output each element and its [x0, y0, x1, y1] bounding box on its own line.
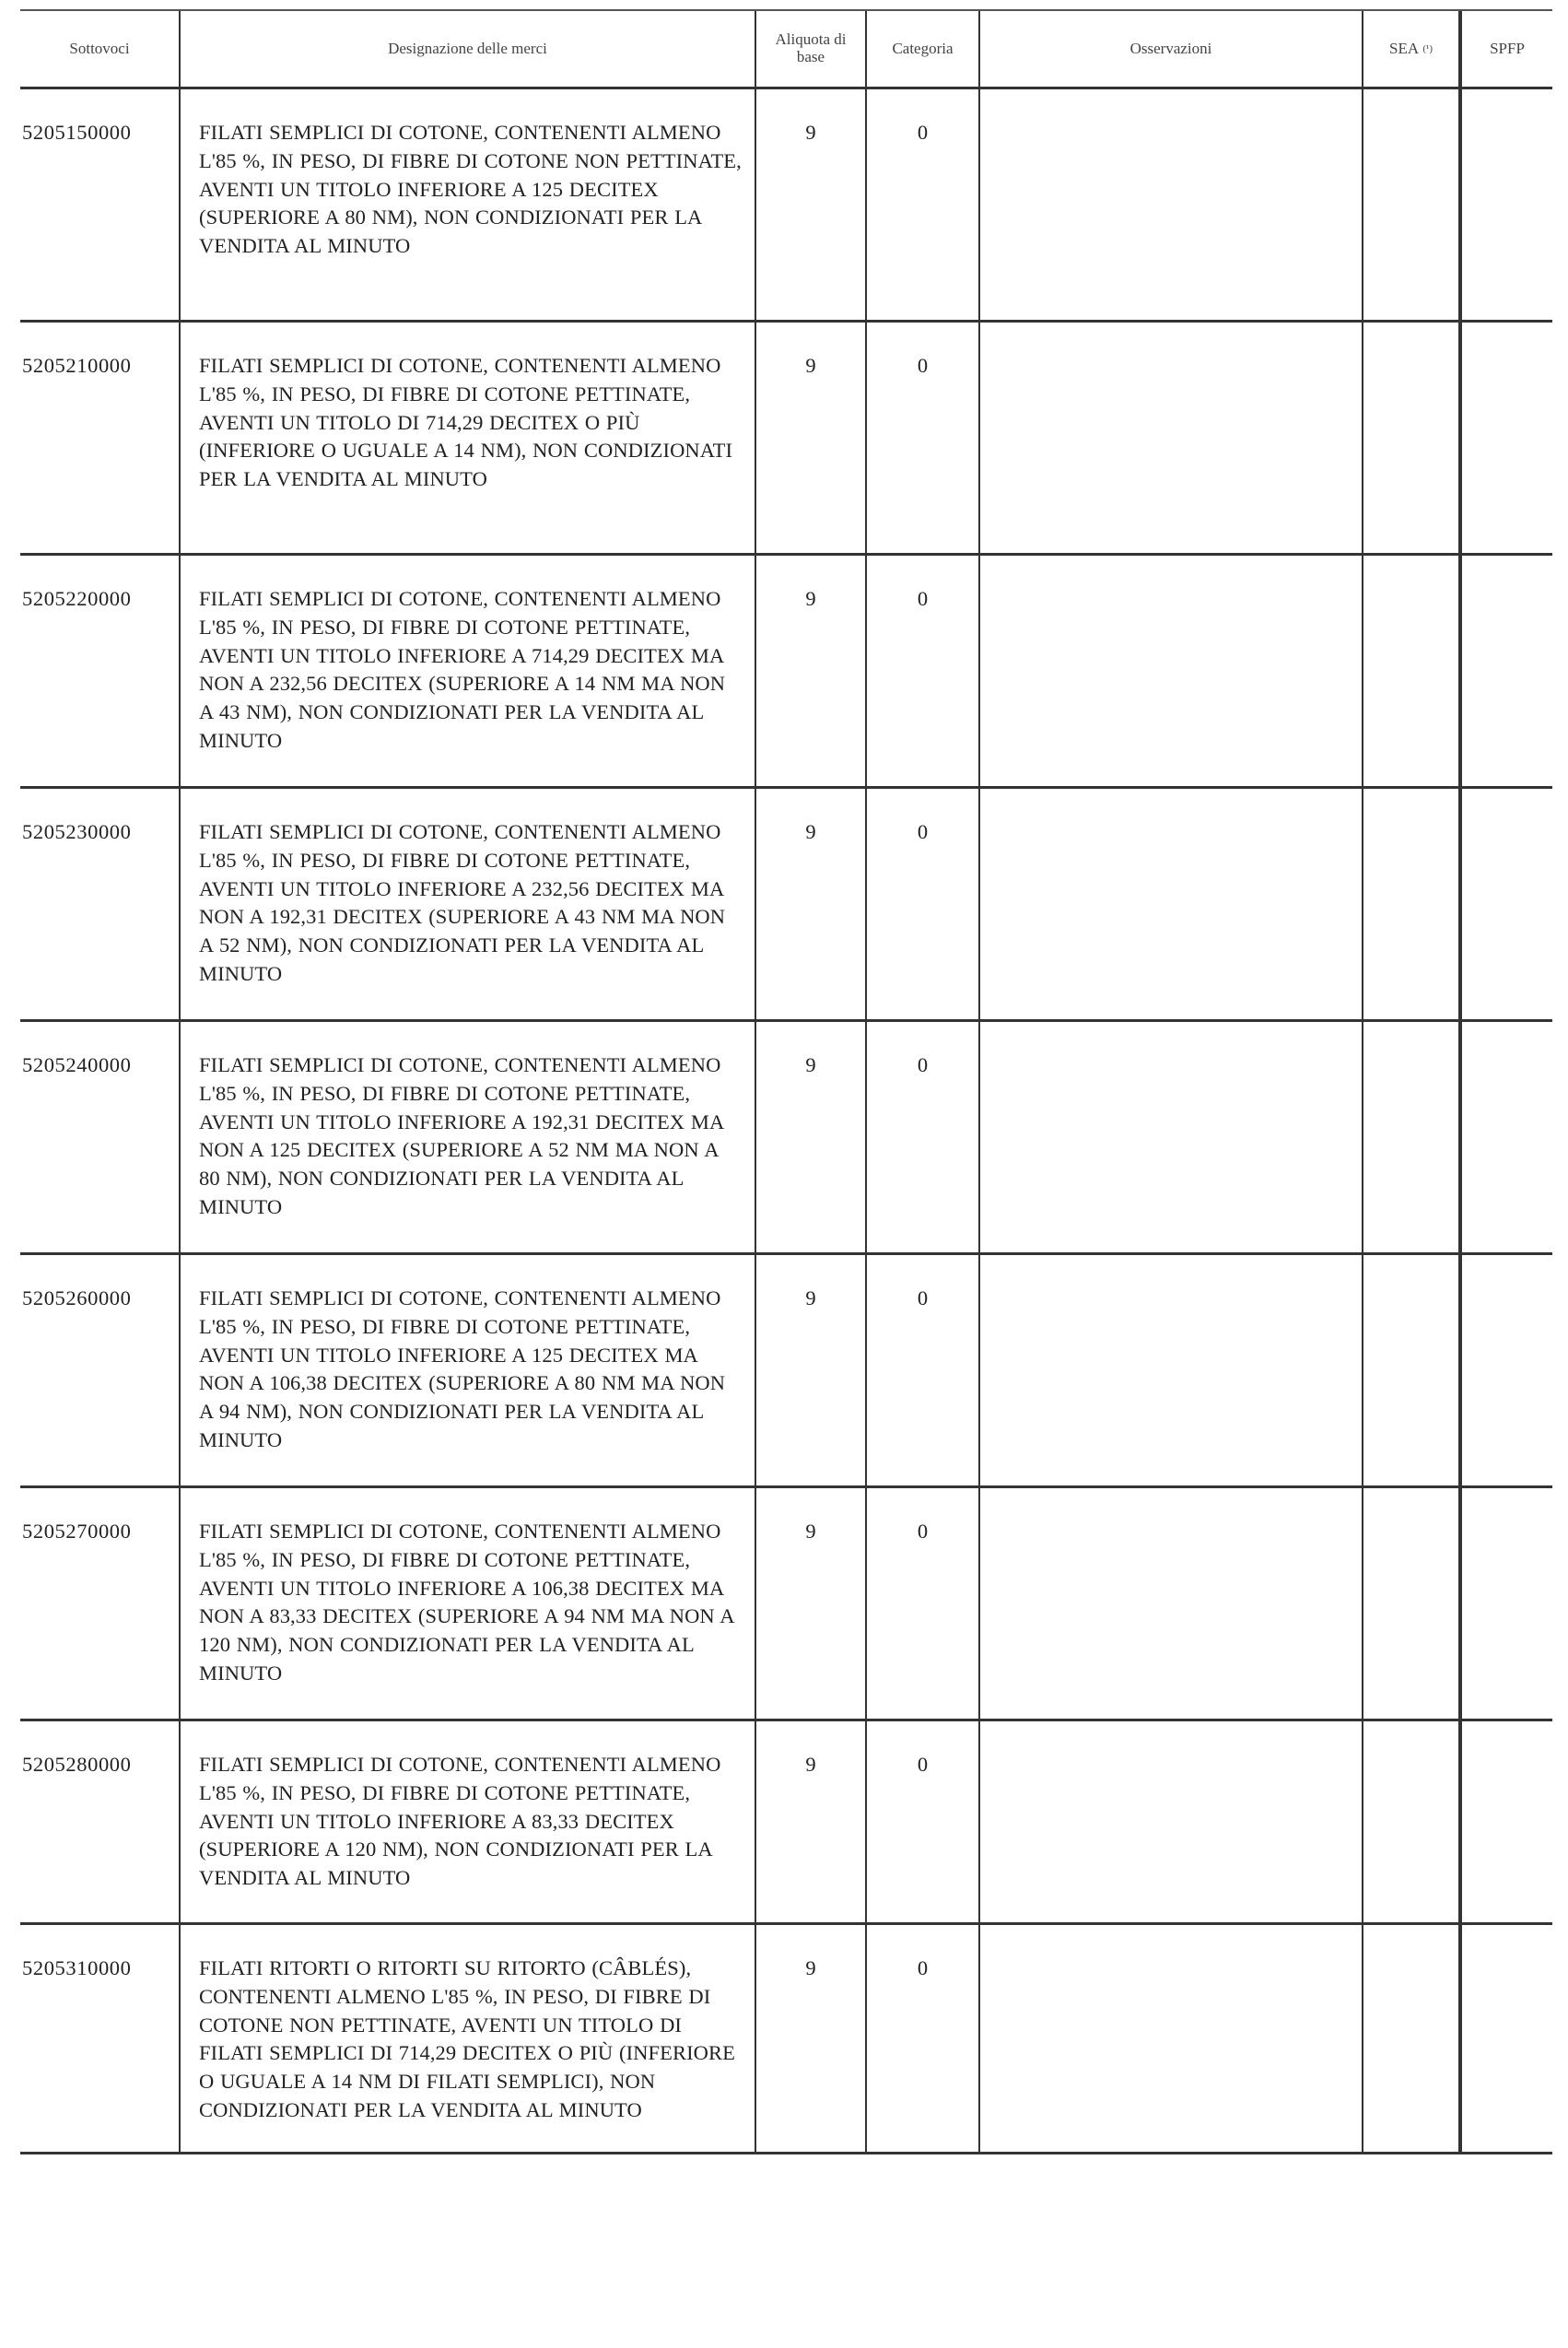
row-code: 5205280000 [22, 1753, 132, 1776]
header-description: Designazione delle merci [179, 11, 755, 87]
row-base-rate: 9 [755, 1721, 865, 1922]
row-description: FILATI SEMPLICI DI COTONE, CONTENENTI ALMENO L'85 %, IN PESO, DI FIBRE DI COTONE PETTINATE, AVENTI UN TITOLO INFERIORE A 125 DECITEX MA NON A 106,38 DECITEX (SUPERIORE A 80 NM MA NON A 94 NM), NON CONDIZIONATI PER LA VENDITA AL MINUTO [179, 1255, 755, 1485]
row-code: 5205230000 [22, 820, 132, 843]
row-spfp [1458, 1022, 1552, 1252]
row-base-rate: 9 [755, 323, 865, 553]
row-description: FILATI SEMPLICI DI COTONE, CONTENENTI ALMENO L'85 %, IN PESO, DI FIBRE DI COTONE NON PETTINATE, AVENTI UN TITOLO INFERIORE A 125 DECITEX (SUPERIORE A 80 NM), NON CONDIZIONATI PER LA VENDITA AL MINUTO [179, 89, 755, 320]
header-category: Categoria [865, 11, 978, 87]
row-remarks [978, 1255, 1362, 1485]
row-spfp [1458, 1925, 1552, 2152]
row-remarks [978, 556, 1362, 786]
row-sea [1362, 789, 1458, 1019]
row-category: 0 [865, 1721, 978, 1922]
row-code: 5205220000 [22, 587, 132, 610]
row-code: 5205310000 [22, 1956, 132, 1979]
table-row [20, 1925, 1552, 2154]
row-sea [1362, 1721, 1458, 1922]
row-base-rate: 9 [755, 789, 865, 1019]
row-remarks [978, 789, 1362, 1019]
table-row [20, 556, 1552, 789]
row-description: FILATI SEMPLICI DI COTONE, CONTENENTI ALMENO L'85 %, IN PESO, DI FIBRE DI COTONE PETTINATE, AVENTI UN TITOLO INFERIORE A 714,29 DECITEX MA NON A 232,56 DECITEX (SUPERIORE A 14 NM MA NON A 43 NM), NON CONDIZIONATI PER LA VENDITA AL MINUTO [179, 556, 755, 786]
row-category: 0 [865, 89, 978, 320]
row-remarks [978, 323, 1362, 553]
row-description: FILATI SEMPLICI DI COTONE, CONTENENTI ALMENO L'85 %, IN PESO, DI FIBRE DI COTONE PETTINATE, AVENTI UN TITOLO DI 714,29 DECITEX O PIÙ (INFERIORE O UGUALE A 14 NM), NON CONDIZIONATI PER LA VENDITA AL MINUTO [179, 323, 755, 553]
row-base-rate: 9 [755, 556, 865, 786]
header-sea-footnote: (¹) [1422, 42, 1433, 54]
table-row [20, 1488, 1552, 1721]
row-category: 0 [865, 1255, 978, 1485]
row-sea [1362, 89, 1458, 320]
row-base-rate: 9 [755, 1255, 865, 1485]
row-description: FILATI RITORTI O RITORTI SU RITORTO (CÂBLÉS), CONTENENTI ALMENO L'85 %, IN PESO, DI FIBRE DI COTONE NON PETTINATE, AVENTI UN TITOLO DI FILATI SEMPLICI DI 714,29 DECITEX O PIÙ (INFERIORE O UGUALE A 14 NM DI FILATI SEMPLICI), NON CONDIZIONATI PER LA VENDITA AL MINUTO [179, 1925, 755, 2152]
header-base-rate: Aliquota di base [755, 11, 865, 87]
row-remarks [978, 1488, 1362, 1719]
header-sea [1362, 11, 1458, 87]
row-spfp [1458, 789, 1552, 1019]
row-spfp [1458, 89, 1552, 320]
row-base-rate: 9 [755, 89, 865, 320]
row-sea [1362, 323, 1458, 553]
row-spfp [1458, 323, 1552, 553]
row-category: 0 [865, 1488, 978, 1719]
row-base-rate: 9 [755, 1488, 865, 1719]
row-base-rate: 9 [755, 1022, 865, 1252]
row-description: FILATI SEMPLICI DI COTONE, CONTENENTI ALMENO L'85 %, IN PESO, DI FIBRE DI COTONE PETTINATE, AVENTI UN TITOLO INFERIORE A 106,38 DECITEX MA NON A 83,33 DECITEX (SUPERIORE A 94 NM MA NON A 120 NM), NON CONDIZIONATI PER LA VENDITA AL MINUTO [179, 1488, 755, 1719]
table-row [20, 789, 1552, 1022]
table-row [20, 89, 1552, 323]
row-code: 5205210000 [22, 354, 132, 377]
row-sea [1362, 1925, 1458, 2152]
row-description: FILATI SEMPLICI DI COTONE, CONTENENTI ALMENO L'85 %, IN PESO, DI FIBRE DI COTONE PETTINATE, AVENTI UN TITOLO INFERIORE A 232,56 DECITEX MA NON A 192,31 DECITEX (SUPERIORE A 43 NM MA NON A 52 NM), NON CONDIZIONATI PER LA VENDITA AL MINUTO [179, 789, 755, 1019]
row-sea [1362, 1022, 1458, 1252]
row-remarks [978, 89, 1362, 320]
row-remarks [978, 1925, 1362, 2152]
table-row [20, 1721, 1552, 1925]
row-code: 5205240000 [22, 1053, 132, 1076]
table-row [20, 1022, 1552, 1255]
row-sea [1362, 556, 1458, 786]
row-category: 0 [865, 556, 978, 786]
row-remarks [978, 1022, 1362, 1252]
row-sea [1362, 1255, 1458, 1485]
row-spfp [1458, 556, 1552, 786]
row-spfp [1458, 1255, 1552, 1485]
row-base-rate: 9 [755, 1925, 865, 2152]
row-description: FILATI SEMPLICI DI COTONE, CONTENENTI ALMENO L'85 %, IN PESO, DI FIBRE DI COTONE PETTINATE, AVENTI UN TITOLO INFERIORE A 83,33 DECITEX (SUPERIORE A 120 NM), NON CONDIZIONATI PER LA VENDITA AL MINUTO [179, 1721, 755, 1922]
row-spfp [1458, 1488, 1552, 1719]
row-code: 5205270000 [22, 1520, 132, 1543]
header-subheading: Sottovoci [69, 39, 130, 57]
row-category: 0 [865, 1022, 978, 1252]
row-remarks [978, 1721, 1362, 1922]
row-category: 0 [865, 323, 978, 553]
row-description: FILATI SEMPLICI DI COTONE, CONTENENTI ALMENO L'85 %, IN PESO, DI FIBRE DI COTONE PETTINATE, AVENTI UN TITOLO INFERIORE A 192,31 DECITEX MA NON A 125 DECITEX (SUPERIORE A 52 NM MA NON A 80 NM), NON CONDIZIONATI PER LA VENDITA AL MINUTO [179, 1022, 755, 1252]
row-category: 0 [865, 1925, 978, 2152]
table-header [20, 9, 1552, 89]
row-category: 0 [865, 789, 978, 1019]
header-spfp: SPFP [1458, 11, 1552, 87]
table-row [20, 1255, 1552, 1488]
header-sea-label: SEA [1389, 39, 1420, 57]
row-code: 5205150000 [22, 121, 132, 144]
row-sea [1362, 1488, 1458, 1719]
row-code: 5205260000 [22, 1286, 132, 1309]
table-row [20, 323, 1552, 556]
header-remarks: Osservazioni [978, 11, 1362, 87]
tariff-table [20, 9, 1552, 2154]
row-spfp [1458, 1721, 1552, 1922]
